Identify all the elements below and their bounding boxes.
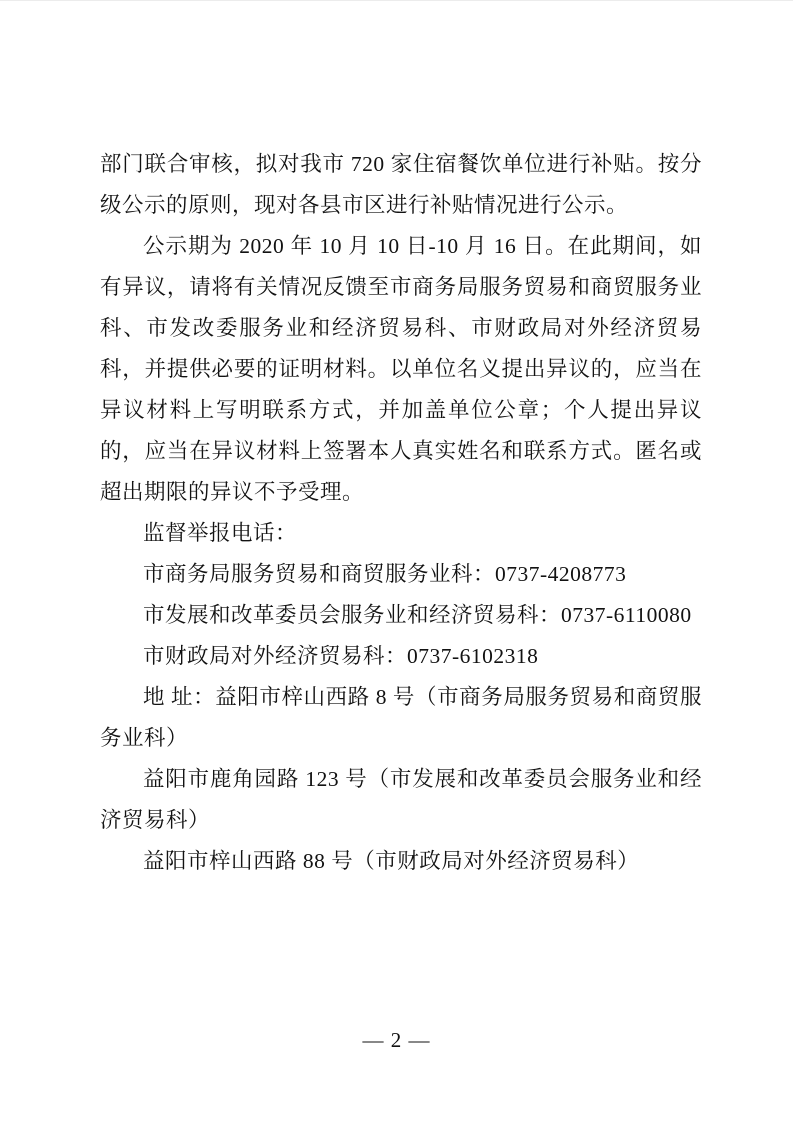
paragraph: 监督举报电话： — [143, 521, 298, 545]
paragraph: 市商务局服务贸易和商贸服务业科：0737-4208773 — [143, 562, 627, 586]
page-number: — 2 — — [362, 1028, 431, 1052]
document-body-text — [100, 144, 702, 882]
paragraph: 益阳市梓山西路 88 号（市财政局对外经济贸易科） — [143, 849, 640, 873]
paragraph: 市财政局对外经济贸易科：0737-6102318 — [143, 644, 539, 668]
paragraph: 市发展和改革委员会服务业和经济贸易科：0737-6110080 — [143, 603, 692, 627]
paragraph: 益阳市鹿角园路 123 号（市发展和改革委员会服务业和经济贸易科） — [100, 767, 702, 832]
paragraph: 部门联合审核，拟对我市 720 家住宿餐饮单位进行补贴。按分级公示的原则，现对各县市区进行补贴情况进行公示。 — [100, 152, 702, 217]
paragraph: 公示期为 2020 年 10 月 10 日-10 月 16 日。在此期间，如有异议，请将有关情况反馈至市商务局服务贸易和商贸服务业科、市发改委服务业和经济贸易科、市财政局对外经济贸易科，并提供必要的证明材料。以单位名义提出异议的，应当在异议材料上写明联系方式，并加盖单位公章；个人提出异议的，应当在异议材料上签署本人真实姓名和联系方式。匿名或超出期限的异议不予受理。 — [100, 234, 702, 504]
paragraph: 地 址：益阳市梓山西路 8 号（市商务局服务贸易和商贸服务业科） — [100, 685, 702, 750]
